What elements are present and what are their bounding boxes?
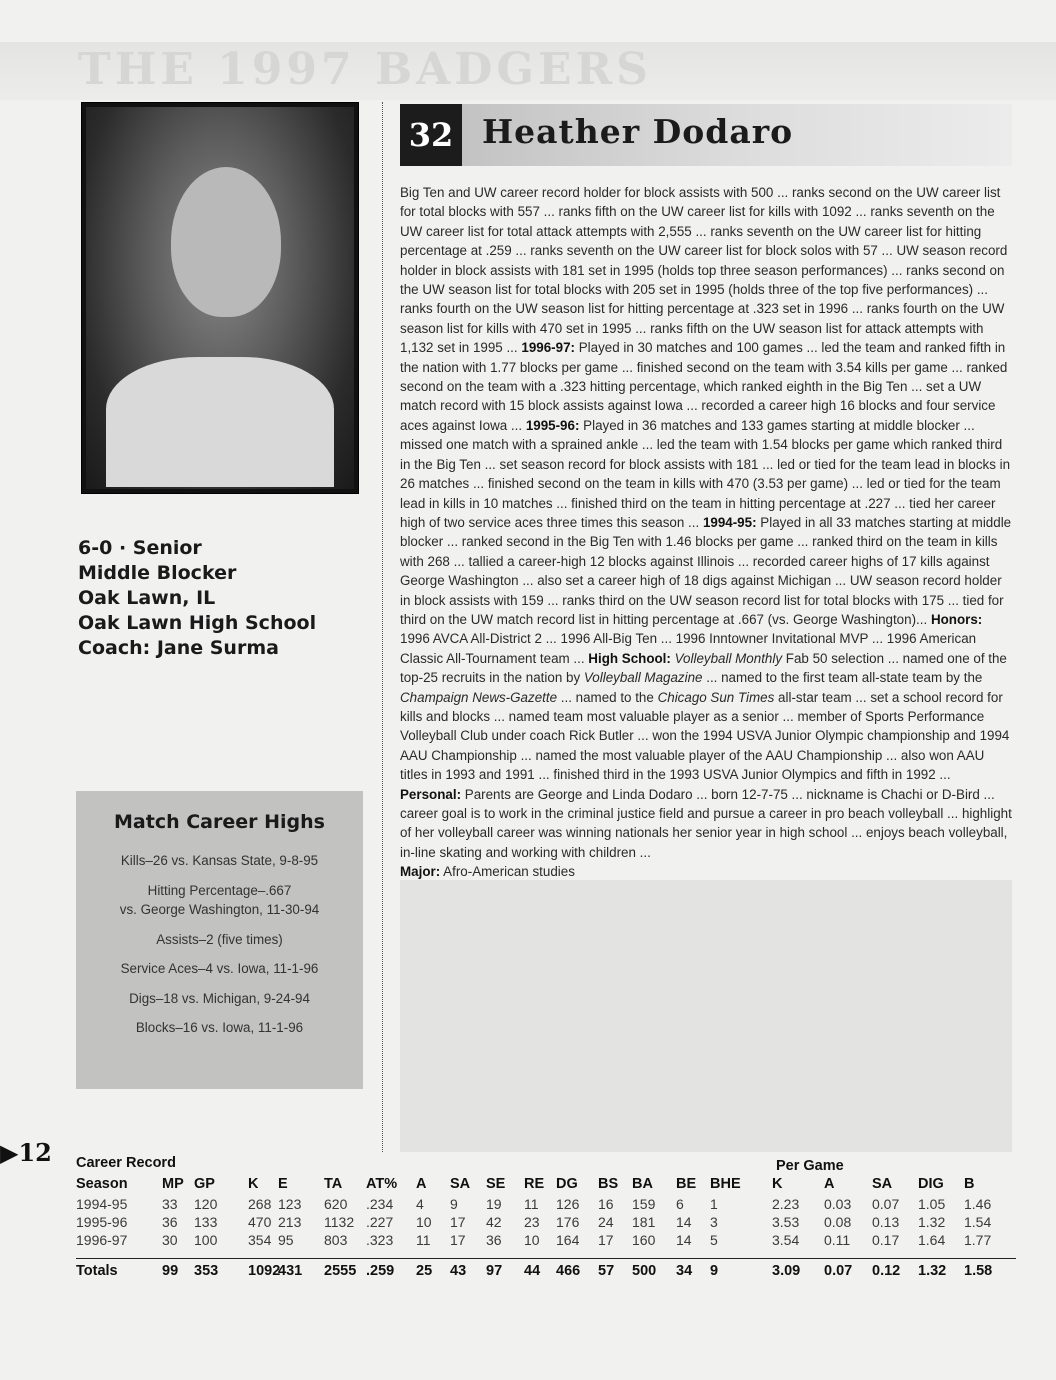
stats-row-cell: 14: [676, 1214, 692, 1230]
bio-1994-95: Played in all 33 matches starting at middle blocker ... ranked second in the Big Ten with 1.46 blocks per game ... ranked third on the team in kills with 268 ... tallied a career-high 12 blocks against Illinois ... recorded career highs of 17 kills against George Washington ... also set a career high of 18 digs against Michigan ... UW season record holder in block assists with 159 ... ranks third on the UW season record list for total blocks with 175 ... tied for third on the UW match record list in hitting percentage at .667 (vs. George Washington)...: [400, 514, 1012, 627]
stats-row-cell: 470: [248, 1214, 272, 1230]
stats-row-cell: 181: [632, 1214, 656, 1230]
high-hitting-opponent: vs. George Washington, 11-30-94: [119, 902, 320, 917]
stats-header-cell: SE: [486, 1176, 506, 1192]
bio-high-school-4: all-star team ... set a school record for kills and blocks ... named team most valuable player as a senior ... member of Sports Performance Volleyball Club under coach Rick Butler ... won the 1994 USVA Junior Olympic championship and 1994 AAU Championship ... named the most valuable player of the AAU Championship ... also won AAU titles in 1993 and 1991 ... finished third in the 1993 USVA Junior Olympics and fifth in 1992 ...: [400, 689, 1010, 783]
high-hitting-pct: Hitting Percentage–.667: [147, 882, 292, 898]
stats-row-cell: 11: [524, 1196, 539, 1212]
bio-honors: 1996 AVCA All-District 2 ... 1996 All-Big Ten ... 1996 Inntowner Invitational MVP ... 1996 American Classic All-Tournament team ...: [400, 631, 977, 666]
stats-row-cell: .227: [366, 1214, 394, 1230]
stats-header-cell: E: [278, 1176, 288, 1192]
bio-personal: Parents are George and Linda Dodaro ... born 12-7-75 ... nickname is Chachi or D-Bird ... career goal is to work in the criminal justice field and pursue a career in pro beach volleyball ... highlight of her volleyball career was winning nationals her senior year in high school ... enjoys beach volleyball, in-line skating and working with children ...: [400, 786, 1012, 860]
stats-row-cell: 100: [194, 1232, 218, 1248]
stats-row-cell: 0.11: [824, 1232, 851, 1248]
stats-header-cell: K: [248, 1176, 259, 1192]
stats-row-cell: 36: [162, 1214, 178, 1230]
ghost-title: THE 1997 BADGERS: [78, 44, 652, 95]
stats-totals-cell: 43: [450, 1263, 467, 1279]
bio-1995-96: Played in 36 matches and 133 games starting at middle blocker ... missed one match with a sprained ankle ... led the team with 1.54 blocks per game which ranked third in the Big Ten ... set season record for block assists with 181 ... led or tied for the team lead in blocks in 26 matches ... finished second on the team in kills with 470 (3.53 per game) ... led or tied for the team lead in kills in 10 matches ... finished third on the team in hitting percentage at .227 ... tied her career high of two service aces three times this season ...: [400, 417, 1011, 530]
stats-row-cell: .323: [366, 1232, 394, 1248]
stats-totals-cell: 2555: [324, 1263, 357, 1279]
stats-row-cell: 17: [450, 1232, 466, 1248]
stats-row-cell: 3.53: [772, 1214, 800, 1230]
bio-label-1994-95: 1994-95:: [702, 514, 757, 530]
career-record-title: Career Record: [76, 1155, 176, 1171]
stats-header-cell: SA: [872, 1176, 893, 1192]
high-digs: Digs–18 vs. Michigan, 9-24-94: [129, 990, 310, 1006]
stats-row-cell: 803: [324, 1232, 348, 1248]
stats-header-cell: BHE: [710, 1176, 741, 1192]
stats-row-cell: 4: [416, 1196, 424, 1212]
stats-totals-cell: Totals: [76, 1263, 118, 1279]
player-position: Middle Blocker: [78, 562, 237, 584]
stats-row-cell: 30: [162, 1232, 178, 1248]
player-hometown: Oak Lawn, IL: [78, 587, 216, 609]
stats-header-cell: B: [964, 1176, 975, 1192]
stats-header-cell: DG: [556, 1176, 578, 1192]
stats-totals-cell: 466: [556, 1263, 581, 1279]
stats-row-cell: 1.54: [964, 1214, 992, 1230]
bio-high-school-1: Fab 50 selection ... named one of the top-25 recruits in the nation by: [400, 650, 1007, 686]
stats-row-cell: 16: [598, 1196, 614, 1212]
high-service-aces: Service Aces–4 vs. Iowa, 11-1-96: [120, 961, 319, 976]
bio-italic-volleyball-monthly: Volleyball Monthly: [674, 650, 783, 666]
stats-totals-cell: 1.58: [964, 1263, 993, 1279]
stats-totals-cell: 97: [486, 1263, 503, 1279]
stats-row-cell: 354: [248, 1232, 272, 1248]
stats-row-cell: 0.17: [872, 1232, 900, 1248]
career-highs-title: Match Career Highs: [114, 811, 325, 833]
bio-high-school-2: ... named to the first team all-state team by the: [706, 670, 983, 686]
stats-row-cell: 17: [598, 1232, 614, 1248]
stats-row-cell: 19: [486, 1196, 502, 1212]
stats-totals-cell: 34: [676, 1263, 693, 1279]
stats-row-cell: 1132: [324, 1214, 355, 1230]
stats-row-cell: 24: [598, 1214, 614, 1230]
stats-row-cell: 10: [416, 1214, 432, 1230]
stats-totals-cell: .259: [366, 1263, 395, 1279]
career-highs-box: [76, 791, 363, 1089]
stats-header-cell: BS: [598, 1176, 619, 1192]
stats-header-cell: K: [772, 1176, 783, 1192]
stats-row-cell: 11: [416, 1232, 431, 1248]
stats-row-cell: 164: [556, 1232, 580, 1248]
stats-header-cell: SA: [450, 1176, 471, 1192]
totals-rule: [76, 1258, 1016, 1259]
bio-label-personal: Personal:: [400, 786, 462, 802]
player-name: Heather Dodaro: [482, 112, 794, 151]
stats-row-cell: 268: [248, 1196, 272, 1212]
stats-totals-cell: 1.32: [918, 1263, 947, 1279]
stats-totals-cell: 500: [632, 1263, 657, 1279]
stats-totals-cell: 0.12: [872, 1263, 901, 1279]
stats-totals-cell: 431: [278, 1263, 303, 1279]
player-class-line: 6-0 · Senior: [78, 537, 202, 559]
stats-row-cell: 6: [676, 1196, 684, 1212]
stats-header-cell: AT%: [366, 1176, 398, 1192]
stats-row-cell: 213: [278, 1214, 302, 1230]
stats-row-cell: 1: [710, 1196, 718, 1212]
stats-row-cell: 120: [194, 1196, 218, 1212]
stats-totals-cell: 9: [710, 1263, 719, 1279]
high-blocks: Blocks–16 vs. Iowa, 11-1-96: [135, 1020, 304, 1035]
player-coach: Coach: Jane Surma: [78, 637, 279, 659]
bio-label-1995-96: 1995-96:: [525, 417, 580, 433]
stats-row-cell: 2.23: [772, 1196, 800, 1212]
stats-header-cell: GP: [194, 1176, 215, 1192]
stats-header-cell: BE: [676, 1176, 697, 1192]
high-assists: Assists–2 (five times): [156, 931, 283, 947]
stats-row-cell: 133: [194, 1214, 218, 1230]
stats-row-cell: 0.13: [872, 1214, 900, 1230]
bio-italic-news-gazette: Champaign News-Gazette: [400, 689, 558, 705]
stats-row-cell: 5: [710, 1232, 718, 1248]
stats-totals-cell: 44: [524, 1263, 541, 1279]
stats-row-cell: 176: [556, 1214, 580, 1230]
bio-label-1996-97: 1996-97:: [521, 340, 575, 356]
stats-row-cell: 159: [632, 1196, 656, 1212]
stats-row-cell: 1.05: [918, 1196, 946, 1212]
stats-row-cell: 1994-95: [76, 1196, 128, 1212]
bio-italic-volleyball-magazine: Volleyball Magazine: [583, 670, 703, 686]
stats-row-cell: 620: [324, 1196, 348, 1212]
stats-row-cell: 42: [486, 1214, 502, 1230]
bio-label-honors: Honors:: [930, 611, 983, 627]
stats-header-cell: Season: [76, 1176, 128, 1192]
stats-row-cell: 3.54: [772, 1232, 800, 1248]
bio-label-high-school: High School:: [588, 650, 671, 666]
stats-totals-cell: 25: [416, 1263, 433, 1279]
stats-totals-cell: 57: [598, 1263, 615, 1279]
stats-header-cell: RE: [524, 1176, 545, 1192]
stats-row-cell: 1.32: [918, 1214, 946, 1230]
column-divider: [382, 102, 383, 1152]
player-high-school: Oak Lawn High School: [78, 612, 317, 634]
bio-text: [400, 183, 1012, 882]
stats-totals-cell: 99: [162, 1263, 179, 1279]
stats-row-cell: 1.77: [964, 1232, 992, 1248]
bio-label-major: Major:: [400, 864, 441, 880]
stats-row-cell: .234: [366, 1196, 394, 1212]
bio-high-school-3: ... named to the: [560, 689, 654, 705]
jersey-number: 32: [400, 104, 462, 166]
stats-row-cell: 10: [524, 1232, 540, 1248]
stats-totals-cell: 353: [194, 1263, 219, 1279]
player-photo: [81, 102, 359, 494]
bio-1996-97: Played in 30 matches and 100 games ... led the team and ranked fifth in the nation with 1.77 blocks per game ... finished second on the team with 3.54 kills per game ... ranked second on the team with a .323 hitting percentage, which ranked eighth in the Big Ten ... set a UW match record with 15 block assists against Iowa ... recorded a career high 16 blocks and four service aces against Iowa ...: [400, 340, 1008, 433]
stats-header-cell: A: [824, 1176, 835, 1192]
stats-row-cell: 1996-97: [76, 1232, 128, 1248]
stats-row-cell: 9: [450, 1196, 458, 1212]
stats-totals-cell: 0.07: [824, 1263, 853, 1279]
stats-row-cell: 14: [676, 1232, 692, 1248]
stats-header-cell: DIG: [918, 1176, 944, 1192]
stats-header-cell: MP: [162, 1176, 184, 1192]
per-game-title: Per Game: [776, 1158, 844, 1174]
stats-row-cell: 0.08: [824, 1214, 852, 1230]
stats-row-cell: 123: [278, 1196, 302, 1212]
stats-header-cell: A: [416, 1176, 427, 1192]
stats-row-cell: 1995-96: [76, 1214, 128, 1230]
page-number: [0, 1138, 52, 1167]
stats-header-cell: BA: [632, 1176, 653, 1192]
stats-header-cell: TA: [324, 1176, 343, 1192]
stats-row-cell: 126: [556, 1196, 580, 1212]
stats-row-cell: 0.07: [872, 1196, 900, 1212]
stats-row-cell: 17: [450, 1214, 466, 1230]
stats-row-cell: 1.64: [918, 1232, 946, 1248]
stats-totals-cell: 3.09: [772, 1263, 801, 1279]
stats-row-cell: 160: [632, 1232, 656, 1248]
stats-row-cell: 33: [162, 1196, 178, 1212]
stats-row-cell: 3: [710, 1214, 718, 1230]
stats-row-cell: 0.03: [824, 1196, 852, 1212]
stats-row-cell: 36: [486, 1232, 502, 1248]
bio-italic-sun-times: Chicago Sun Times: [657, 689, 775, 705]
stats-totals-cell: 1092: [248, 1263, 281, 1279]
bio-career-records: Big Ten and UW career record holder for block assists with 500 ... ranks second on the UW career list for total blocks with 557 ... ranks fifth on the UW career list for kills with 1092 ... ranks seventh on the UW career list for total attack attempts with 2,555 ... ranks seventh on the UW career list for hitting percentage at .259 ... ranks seventh on the UW career list for block solos with 57 ... UW season record holder in block assists with 181 set in 1995 (holds top three season performances) ... ranks second on the UW season list for total blocks with 205 set in 1995 (holds three of the top five performances) ... ranks fourth on the UW season list for hitting percentage at .323 set in 1996 ... ranks fourth on the UW season list for kills with 470 set in 1995 ... ranks fifth on the UW season list for attack attempts with 1,132 set in 1995 ...: [400, 185, 1008, 356]
stats-row-cell: 23: [524, 1214, 540, 1230]
bio-major: Afro-American studies: [443, 864, 575, 880]
high-kills: Kills–26 vs. Kansas State, 9-8-95: [120, 853, 319, 868]
stats-row-cell: 1.46: [964, 1196, 992, 1212]
player-info: [78, 536, 368, 661]
bio-shade: [400, 880, 1012, 1152]
page-number-text: 12: [18, 1138, 52, 1167]
stats-row-cell: 95: [278, 1232, 294, 1248]
page-arrow-icon: ▶: [0, 1138, 19, 1167]
